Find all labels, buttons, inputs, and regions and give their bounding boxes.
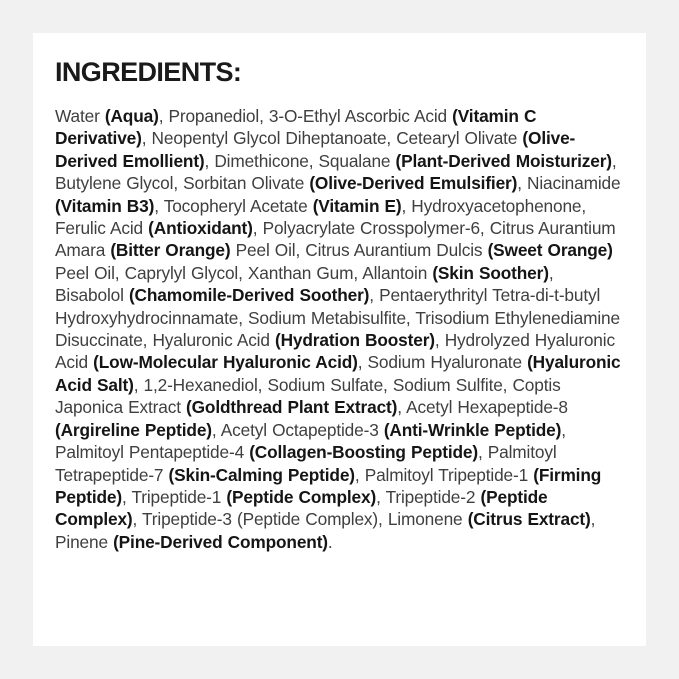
ingredients-text: Water (Aqua), Propanediol, 3-O-Ethyl Ascorbic Acid (Vitamin C Derivative), Neopentyl Glycol Diheptanoate, Cetearyl Olivate (Olive-Derived Emollient), Dimethicone, Squalane (Plant-Derived Moisturizer), Butylene Glycol, Sorbitan Olivate (Olive-Derived Emulsifier), Niacinamide (Vitamin B3), Tocopheryl Acetate (Vitamin E), Hydroxyacetophenone, Ferulic Acid (Antioxidant), Polyacrylate Crosspolymer-6, Citrus Aurantium Amara (Bitter Orange) Peel Oil, Citrus Aurantium Dulcis (Sweet Orange) Peel Oil, Caprylyl Glycol, Xanthan Gum, Allantoin (Skin Soother), Bisabolol (Chamomile-Derived Soother), Pentaerythrityl Tetra-di-t-butyl Hydroxyhydrocinnamate, Sodium Metabisulfite, Trisodium Ethylenediamine Disuccinate, Hyaluronic Acid (Hydration Booster), Hydrolyzed Hyaluronic Acid (Low-Molecular Hyaluronic Acid), Sodium Hyaluronate (Hyaluronic Acid Salt), 1,2-Hexanediol, Sodium Sulfate, Sodium Sulfite, Coptis Japonica Extract (Goldthread Plant Extract), Acetyl Hexapeptide-8 (Argireline Peptide), Acetyl Octapeptide-3 (Anti-Wrinkle Peptide), Palmitoyl Pentapeptide-4 (Collagen-Boosting Peptide), Palmitoyl Tetrapeptide-7 (Skin-Calming Peptide), Palmitoyl Tripeptide-1 (Firming Peptide), Tripeptide-1 (Peptide Complex), Tripeptide-2 (Peptide Complex), Tripeptide-3 (Peptide Complex), Limonene (Citrus Extract), Pinene (Pine-Derived Component). (55, 106, 621, 552)
ingredients-heading: INGREDIENTS: (55, 57, 242, 87)
ingredients-card (33, 33, 646, 646)
